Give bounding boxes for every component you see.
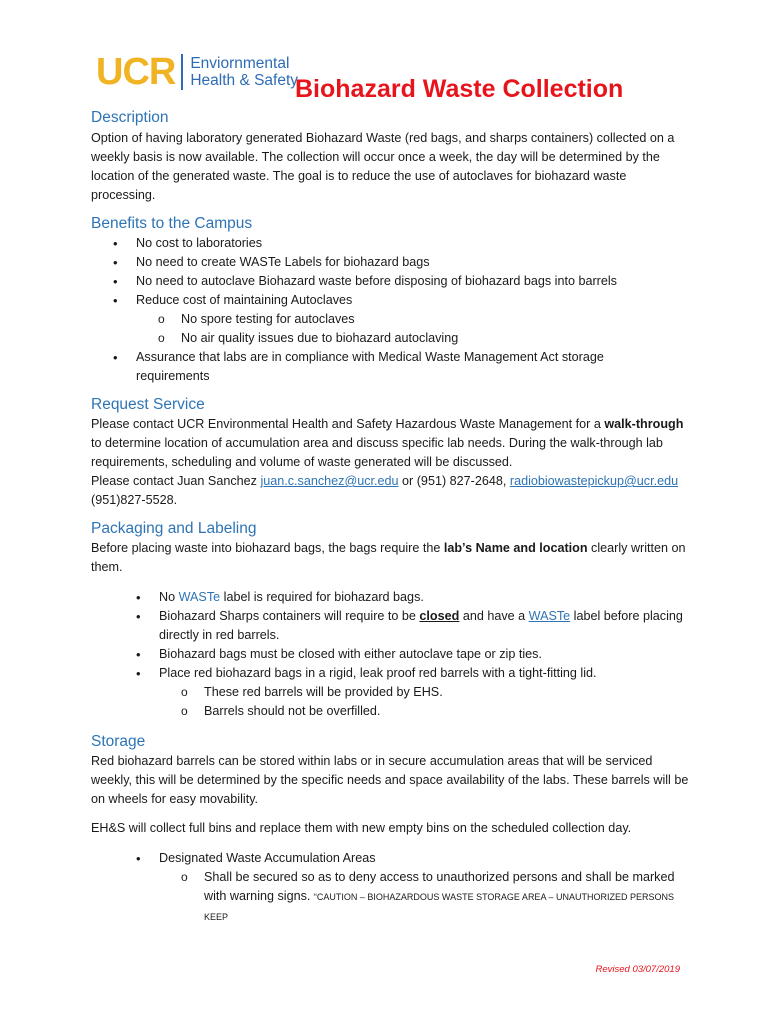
contact-text-a: Please contact Juan Sanchez [91,474,261,488]
list-item [91,607,691,645]
list-item: o These red barrels will be provided by EHS. [91,683,691,702]
closed-bold: closed [419,609,460,623]
request-text-a: Please contact UCR Environmental Health and Safety Hazardous Waste Management for a [91,417,605,431]
contact-phone: (951)827-5528. [91,493,178,507]
revised-date: Revised 03/07/2019 [595,964,680,975]
packaging-sublist [91,683,691,721]
description-heading: Description [91,109,169,126]
list-item: • No need to create WASTe Labels for biohazard bags [91,253,691,272]
page-title: Biohazard Waste Collection [295,75,624,103]
list-item: o No spore testing for autoclaves [91,310,691,329]
caution-text: “CAUTION – BIOHAZARDOUS WASTE STORAGE AREA – UNAUTHORIZED PERSONS KEEP [204,892,674,922]
request-text-b: to determine location of accumulation area and discuss specific lab needs. During the walk-through lab requirements, scheduling and volume of waste generated will be discussed. [91,436,663,469]
benefits-list-cont [91,348,691,386]
packaging-list [91,588,691,683]
item-text: label before placing directly in red barrels. [159,609,683,642]
packaging-intro [91,539,691,577]
email-link-juan[interactable]: juan.c.sanchez@ucr.edu [260,474,399,488]
benefits-list [91,234,691,310]
list-item: o No air quality issues due to biohazard autoclaving [91,329,691,348]
benefits-sublist [91,310,691,348]
list-item [91,588,691,607]
benefits-heading: Benefits to the Campus [91,215,253,232]
request-text [91,415,691,472]
item-text: Biohazard Sharps containers will require to be [159,609,420,623]
logo-line2: Health & Safety [190,72,299,89]
packaging-intro-a: Before placing waste into biohazard bags, the bags require the [91,541,444,555]
list-item: • Designated Waste Accumulation Areas [91,849,691,868]
list-item: • Reduce cost of maintaining Autoclaves [91,291,691,310]
list-item: • Assurance that labs are in compliance with Medical Waste Management Act storage requirements [91,348,691,386]
logo-text [190,55,298,89]
description-text: Option of having laboratory generated Biohazard Waste (red bags, and sharps containers) collected on a weekly basis is now available. The collection will occur once a week, the day will be determined by the location of the generated waste. The goal is to reduce the use of autoclaves for biohazard waste processing. [91,131,675,202]
logo-abbrev: UCR [96,51,176,93]
storage-text-2: EH&S will collect full bins and replace them with new empty bins on the scheduled collection day. [91,821,632,835]
item-text: and have a [459,609,529,623]
waste-link[interactable]: WASTe [528,609,571,623]
contact-text-b: or (951) 827-2648, [398,474,510,488]
list-item: • No need to autoclave Biohazard waste before disposing of biohazard bags into barrels [91,272,691,291]
waste-word: WASTe [178,590,221,604]
lab-name-bold: lab’s Name and location [443,541,588,555]
list-item: • Biohazard bags must be closed with either autoclave tape or zip ties. [91,645,691,664]
ucr-ehs-logo [96,52,298,92]
logo-divider [181,54,183,90]
list-item: • Place red biohazard bags in a rigid, leak proof red barrels with a tight-fitting lid. [91,664,691,683]
document-body [91,108,691,927]
walk-through-bold: walk-through [604,417,684,431]
email-link-pickup[interactable]: radiobiowastepickup@ucr.edu [509,474,679,488]
storage-heading: Storage [91,733,146,750]
contact-text [91,472,691,510]
storage-sublist [91,868,691,927]
list-item: o Barrels should not be overfilled. [91,702,691,721]
logo-line1: Enviornmental [190,55,290,72]
packaging-heading: Packaging and Labeling [91,520,257,537]
packaging-intro-b: clearly written on them. [91,541,686,574]
storage-text: Red biohazard barrels can be stored within labs or in secure accumulation areas that will be serviced weekly, this will be determined by the specific needs and space availability of the labs. These barrels will be on wheels for easy movability. [91,754,689,806]
list-item [91,868,691,927]
item-text: No [159,590,179,604]
item-text: label is required for biohazard bags. [220,590,424,604]
request-heading: Request Service [91,396,205,413]
item-text: Shall be secured so as to deny access to unauthorized persons and shall be marked with warning signs. [204,870,675,903]
storage-list [91,849,691,868]
list-item: • No cost to laboratories [91,234,691,253]
